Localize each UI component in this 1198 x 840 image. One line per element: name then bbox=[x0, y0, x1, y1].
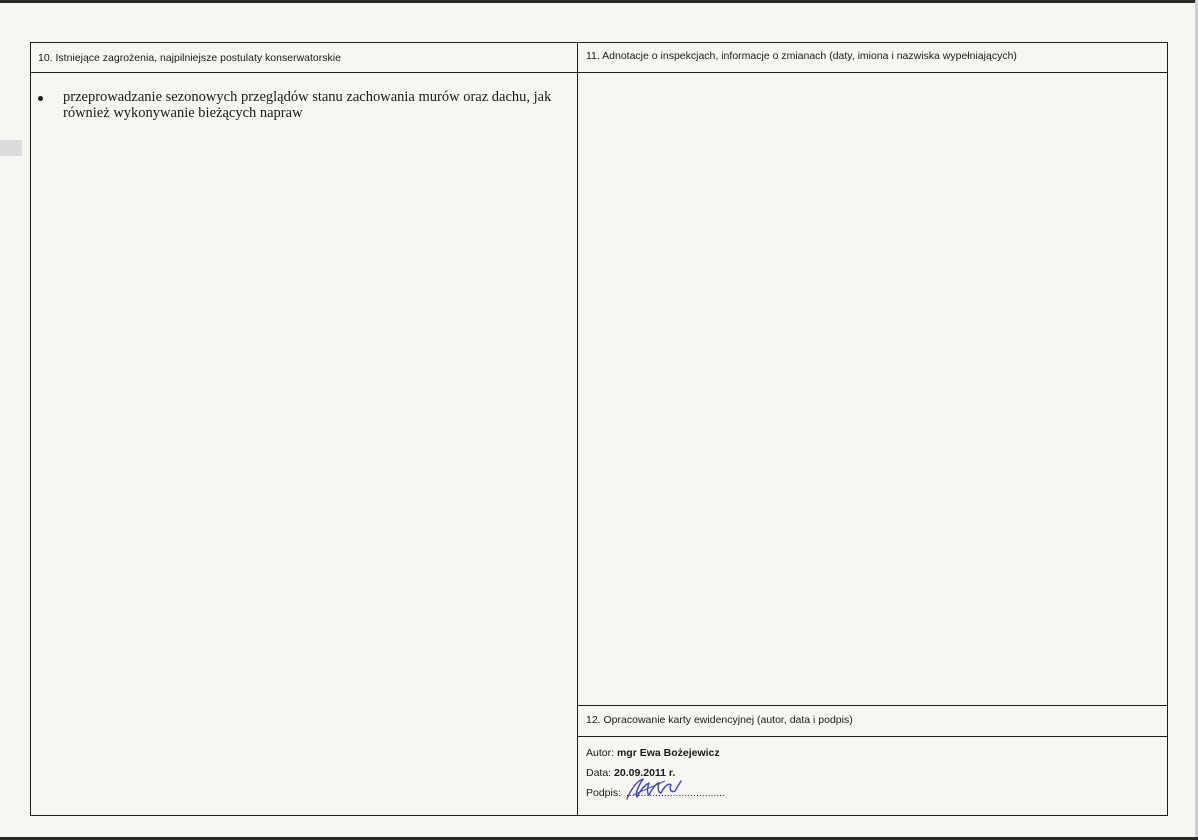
list-item-text: przeprowadzanie sezonowych przeglądów stanu zachowania murów oraz dachu, jak również wykonywanie bieżących napraw bbox=[63, 89, 552, 121]
signature-stroke bbox=[627, 779, 681, 799]
table-top-border bbox=[30, 42, 1168, 43]
section-11-header: 11. Adnotacje o inspekcjach, informacje o zmianach (daty, imiona i nazwiska wypełniających) bbox=[586, 50, 1017, 62]
scan-smudge bbox=[0, 140, 22, 156]
page-edge-top bbox=[0, 0, 1198, 3]
header-bottom-border bbox=[30, 72, 1168, 73]
column-divider bbox=[577, 42, 578, 816]
table-left-border bbox=[30, 42, 31, 816]
table-bottom-border bbox=[30, 815, 1168, 816]
author-line bbox=[586, 746, 720, 760]
signature-label: Podpis: bbox=[586, 787, 622, 799]
date-label: Data: bbox=[586, 767, 612, 779]
handwritten-signature bbox=[623, 775, 683, 803]
section-12-top-border bbox=[577, 705, 1168, 706]
bullet-icon bbox=[38, 96, 43, 101]
table-right-border bbox=[1167, 42, 1168, 816]
signature-dots: .................................. bbox=[625, 787, 726, 799]
section-12-header-border bbox=[577, 736, 1168, 737]
date-value: 20.09.2011 r. bbox=[614, 767, 676, 779]
author-label: Autor: bbox=[586, 747, 615, 759]
section-10-header: 10. Istniejące zagrożenia, najpilniejsze postulaty konserwatorskie bbox=[38, 52, 341, 64]
section-12-header: 12. Opracowanie karty ewidencyjnej (autor, data i podpis) bbox=[586, 714, 853, 726]
author-value: mgr Ewa Bożejewicz bbox=[616, 747, 720, 759]
